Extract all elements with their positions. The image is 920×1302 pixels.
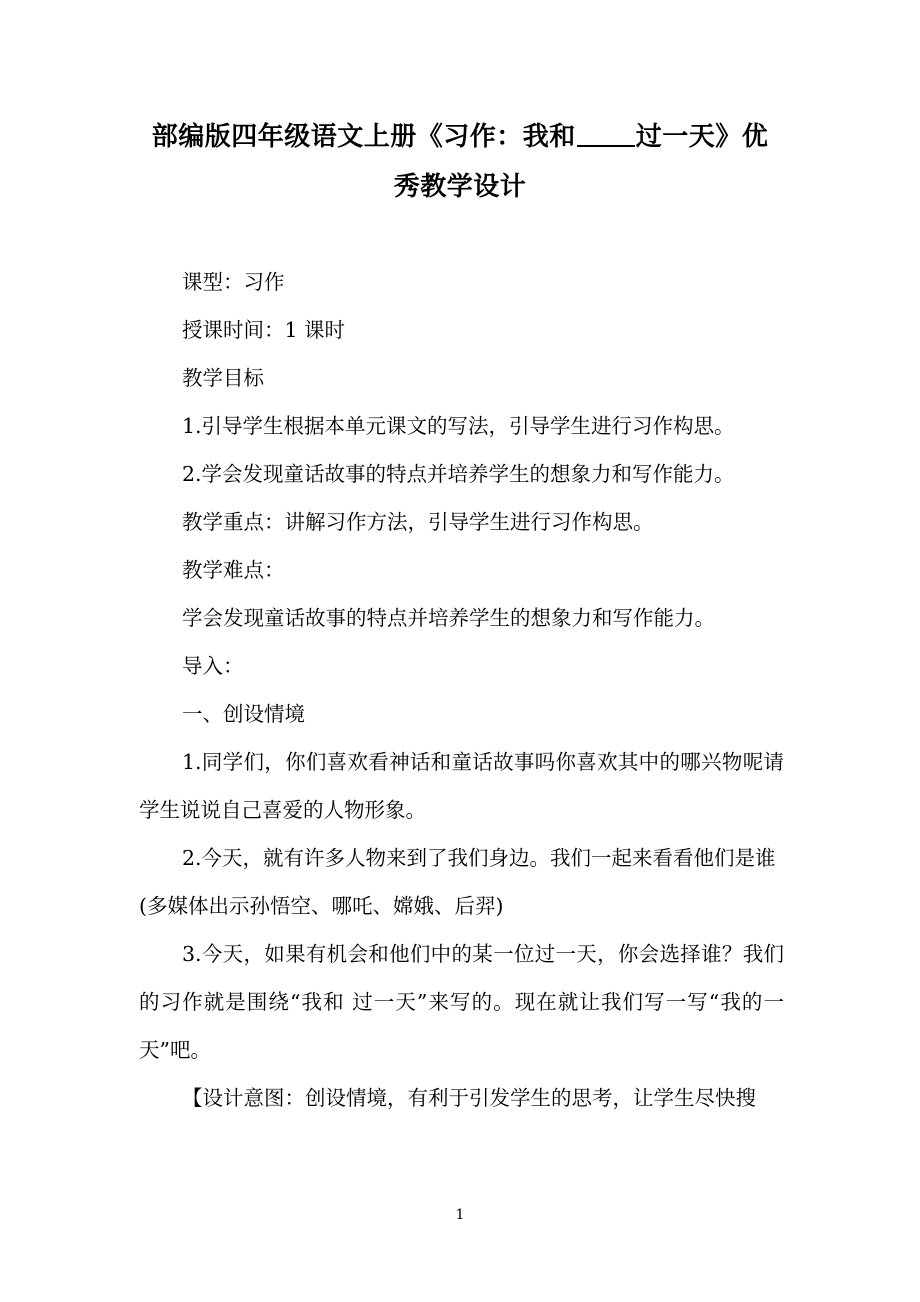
paragraph-media-note: (多媒体出示孙悟空、哪吒、嫦娥、后羿): [139, 894, 504, 918]
paragraph-design-intent: 【设计意图：创设情境，有利于引发学生的思考，让学生尽快搜: [182, 1086, 756, 1110]
paragraph-objectives-heading: 教学目标: [182, 366, 264, 390]
title-text-part1: 部编版四年级语文上册《习作：我和: [151, 122, 576, 152]
document-body: [139, 258, 784, 1122]
paragraph-objective-2: 2.学会发现童话故事的特点并培养学生的想象力和写作能力。: [182, 462, 735, 486]
title-text-part2: 过一天》优: [635, 122, 769, 152]
paragraph-step-2: 2.今天，就有许多人物来到了我们身边。我们一起来看看他们是谁: [182, 846, 776, 870]
paragraph-step-1: 1.同学们，你们喜欢看神话和童话故事吗你喜欢其中的哪兴物呢请学生说说自己喜爱的人物形象。: [139, 750, 784, 822]
document-title: [130, 112, 790, 212]
paragraph-objective-1: 1.引导学生根据本单元课文的写法，引导学生进行习作构思。: [182, 414, 735, 438]
paragraph-intro-heading: 导入：: [182, 654, 244, 678]
paragraph-section-heading: 一、创设情境: [182, 702, 305, 726]
paragraph-lesson-time: 授课时间：1 课时: [182, 318, 346, 342]
paragraph-difficulties-heading: 教学难点：: [182, 558, 285, 582]
paragraph-step-3: 3.今天，如果有机会和他们中的某一位过一天，你会选择谁？我们的习作就是围绕“我和 过一天”来写的。现在就让我们写一写“我的一天”吧。: [139, 942, 784, 1062]
title-text-line2: 秀教学设计: [393, 172, 527, 202]
paragraph-lesson-type: 课型：习作: [182, 270, 285, 294]
title-blank-line: [577, 119, 635, 147]
page-number: 1: [455, 1207, 465, 1223]
paragraph-difficulties: 学会发现童话故事的特点并培养学生的想象力和写作能力。: [182, 606, 715, 630]
paragraph-key-points: 教学重点：讲解习作方法，引导学生进行习作构思。: [182, 510, 654, 534]
